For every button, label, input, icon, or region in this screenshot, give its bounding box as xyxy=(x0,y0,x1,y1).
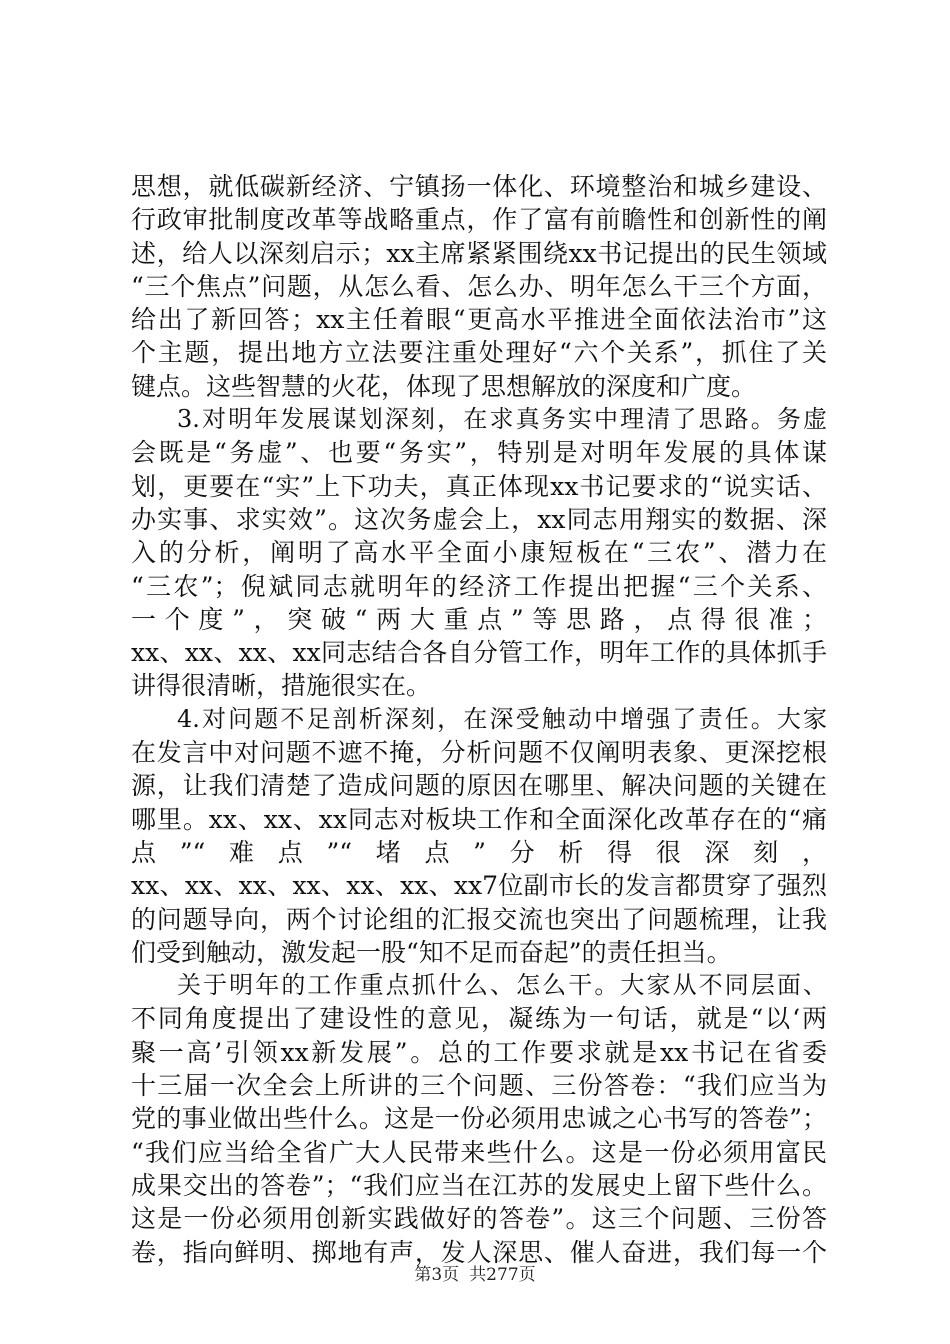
text-line: 一个度”，突破“两大重点”等思路，点得很准； xyxy=(131,604,827,634)
text-line: 十三届一次全会上所讲的三个问题、三份答卷：“我们应当为 xyxy=(131,1071,827,1101)
text-line: 给出了新回答；xx主任着眼“更高水平推进全面依法治市”这 xyxy=(131,305,827,335)
text-line: 讲得很清晰，措施很实在。 xyxy=(131,671,432,701)
text-line: 办实事、求实效”。这次务虚会上，xx同志用翔实的数据、深 xyxy=(131,504,827,534)
page-number: 第3页 xyxy=(414,1265,460,1285)
body-text xyxy=(131,170,827,1269)
text-line: 的问题导向，两个讨论组的汇报交流也突出了问题梳理，让我 xyxy=(131,904,827,934)
text-line: 个主题，提出地方立法要注重处理好“六个关系”，抓住了关 xyxy=(131,338,827,368)
text-line: 在发言中对问题不遮不掩，分析问题不仅阐明表象、更深挖根 xyxy=(131,738,827,768)
text-line: 划，更要在“实”上下功夫，真正体现xx书记要求的“说实话、 xyxy=(131,471,827,501)
text-line: xx、xx、xx、xx、xx、xx、xx7位副市长的发言都贯穿了强烈 xyxy=(131,871,827,901)
text-line: xx、xx、xx、xx同志结合各自分管工作，明年工作的具体抓手 xyxy=(131,638,827,668)
text-line: 源，让我们清楚了造成问题的原因在哪里、解决问题的关键在 xyxy=(131,771,827,801)
text-line: “三个焦点”问题，从怎么看、怎么办、明年怎么干三个方面， xyxy=(131,271,827,301)
page-footer xyxy=(0,1260,950,1285)
text-line: 入的分析，阐明了高水平全面小康短板在“三农”、潜力在 xyxy=(131,538,827,568)
text-line: 卷，指向鲜明、掷地有声，发人深思、催人奋进，我们每一个 xyxy=(131,1237,827,1267)
text-line: 哪里。xx、xx、xx同志对板块工作和全面深化改革存在的“痛 xyxy=(131,804,827,834)
text-line: 这是一份必须用创新实践做好的答卷”。这三个问题、三份答 xyxy=(131,1204,827,1234)
text-line: 聚一高’引领xx新发展”。总的工作要求就是xx书记在省委 xyxy=(131,1037,827,1067)
text-line: “我们应当给全省广大人民带来些什么。这是一份必须用富民 xyxy=(131,1137,827,1167)
text-line: 述，给人以深刻启示；xx主席紧紧围绕xx书记提出的民生领域 xyxy=(131,238,827,268)
text-line: 键点。这些智慧的火花，体现了思想解放的深度和广度。 xyxy=(131,371,757,401)
text-line: 们受到触动，激发起一股“知不足而奋起”的责任担当。 xyxy=(131,937,732,967)
text-line: 思想，就低碳新经济、宁镇扬一体化、环境整治和城乡建设、 xyxy=(131,172,827,201)
text-line: 不同角度提出了建设性的意见，凝练为一句话，就是“以‘两 xyxy=(131,1004,827,1034)
text-line: 3.对明年发展谋划深刻，在求真务实中理清了思路。务虚 xyxy=(177,405,827,434)
text-line: 成果交出的答卷”；“我们应当在江苏的发展史上留下些什么。 xyxy=(131,1170,827,1200)
text-line: 点”“难点”“堵点”分析得很深刻， xyxy=(131,837,827,867)
page-total: 共277页 xyxy=(469,1265,536,1285)
text-line: 党的事业做出些什么。这是一份必须用忠诚之心书写的答卷”； xyxy=(131,1104,827,1134)
text-line: 4.对问题不足剖析深刻，在深受触动中增强了责任。大家 xyxy=(177,704,827,733)
text-line: “三农”；倪斌同志就明年的经济工作提出把握“三个关系、 xyxy=(131,571,827,601)
text-line: 会既是“务虚”、也要“务实”，特别是对明年发展的具体谋 xyxy=(131,438,827,468)
text-line: 关于明年的工作重点抓什么、怎么干。大家从不同层面、 xyxy=(177,971,827,1000)
text-line: 行政审批制度改革等战略重点，作了富有前瞻性和创新性的阐 xyxy=(131,205,827,235)
